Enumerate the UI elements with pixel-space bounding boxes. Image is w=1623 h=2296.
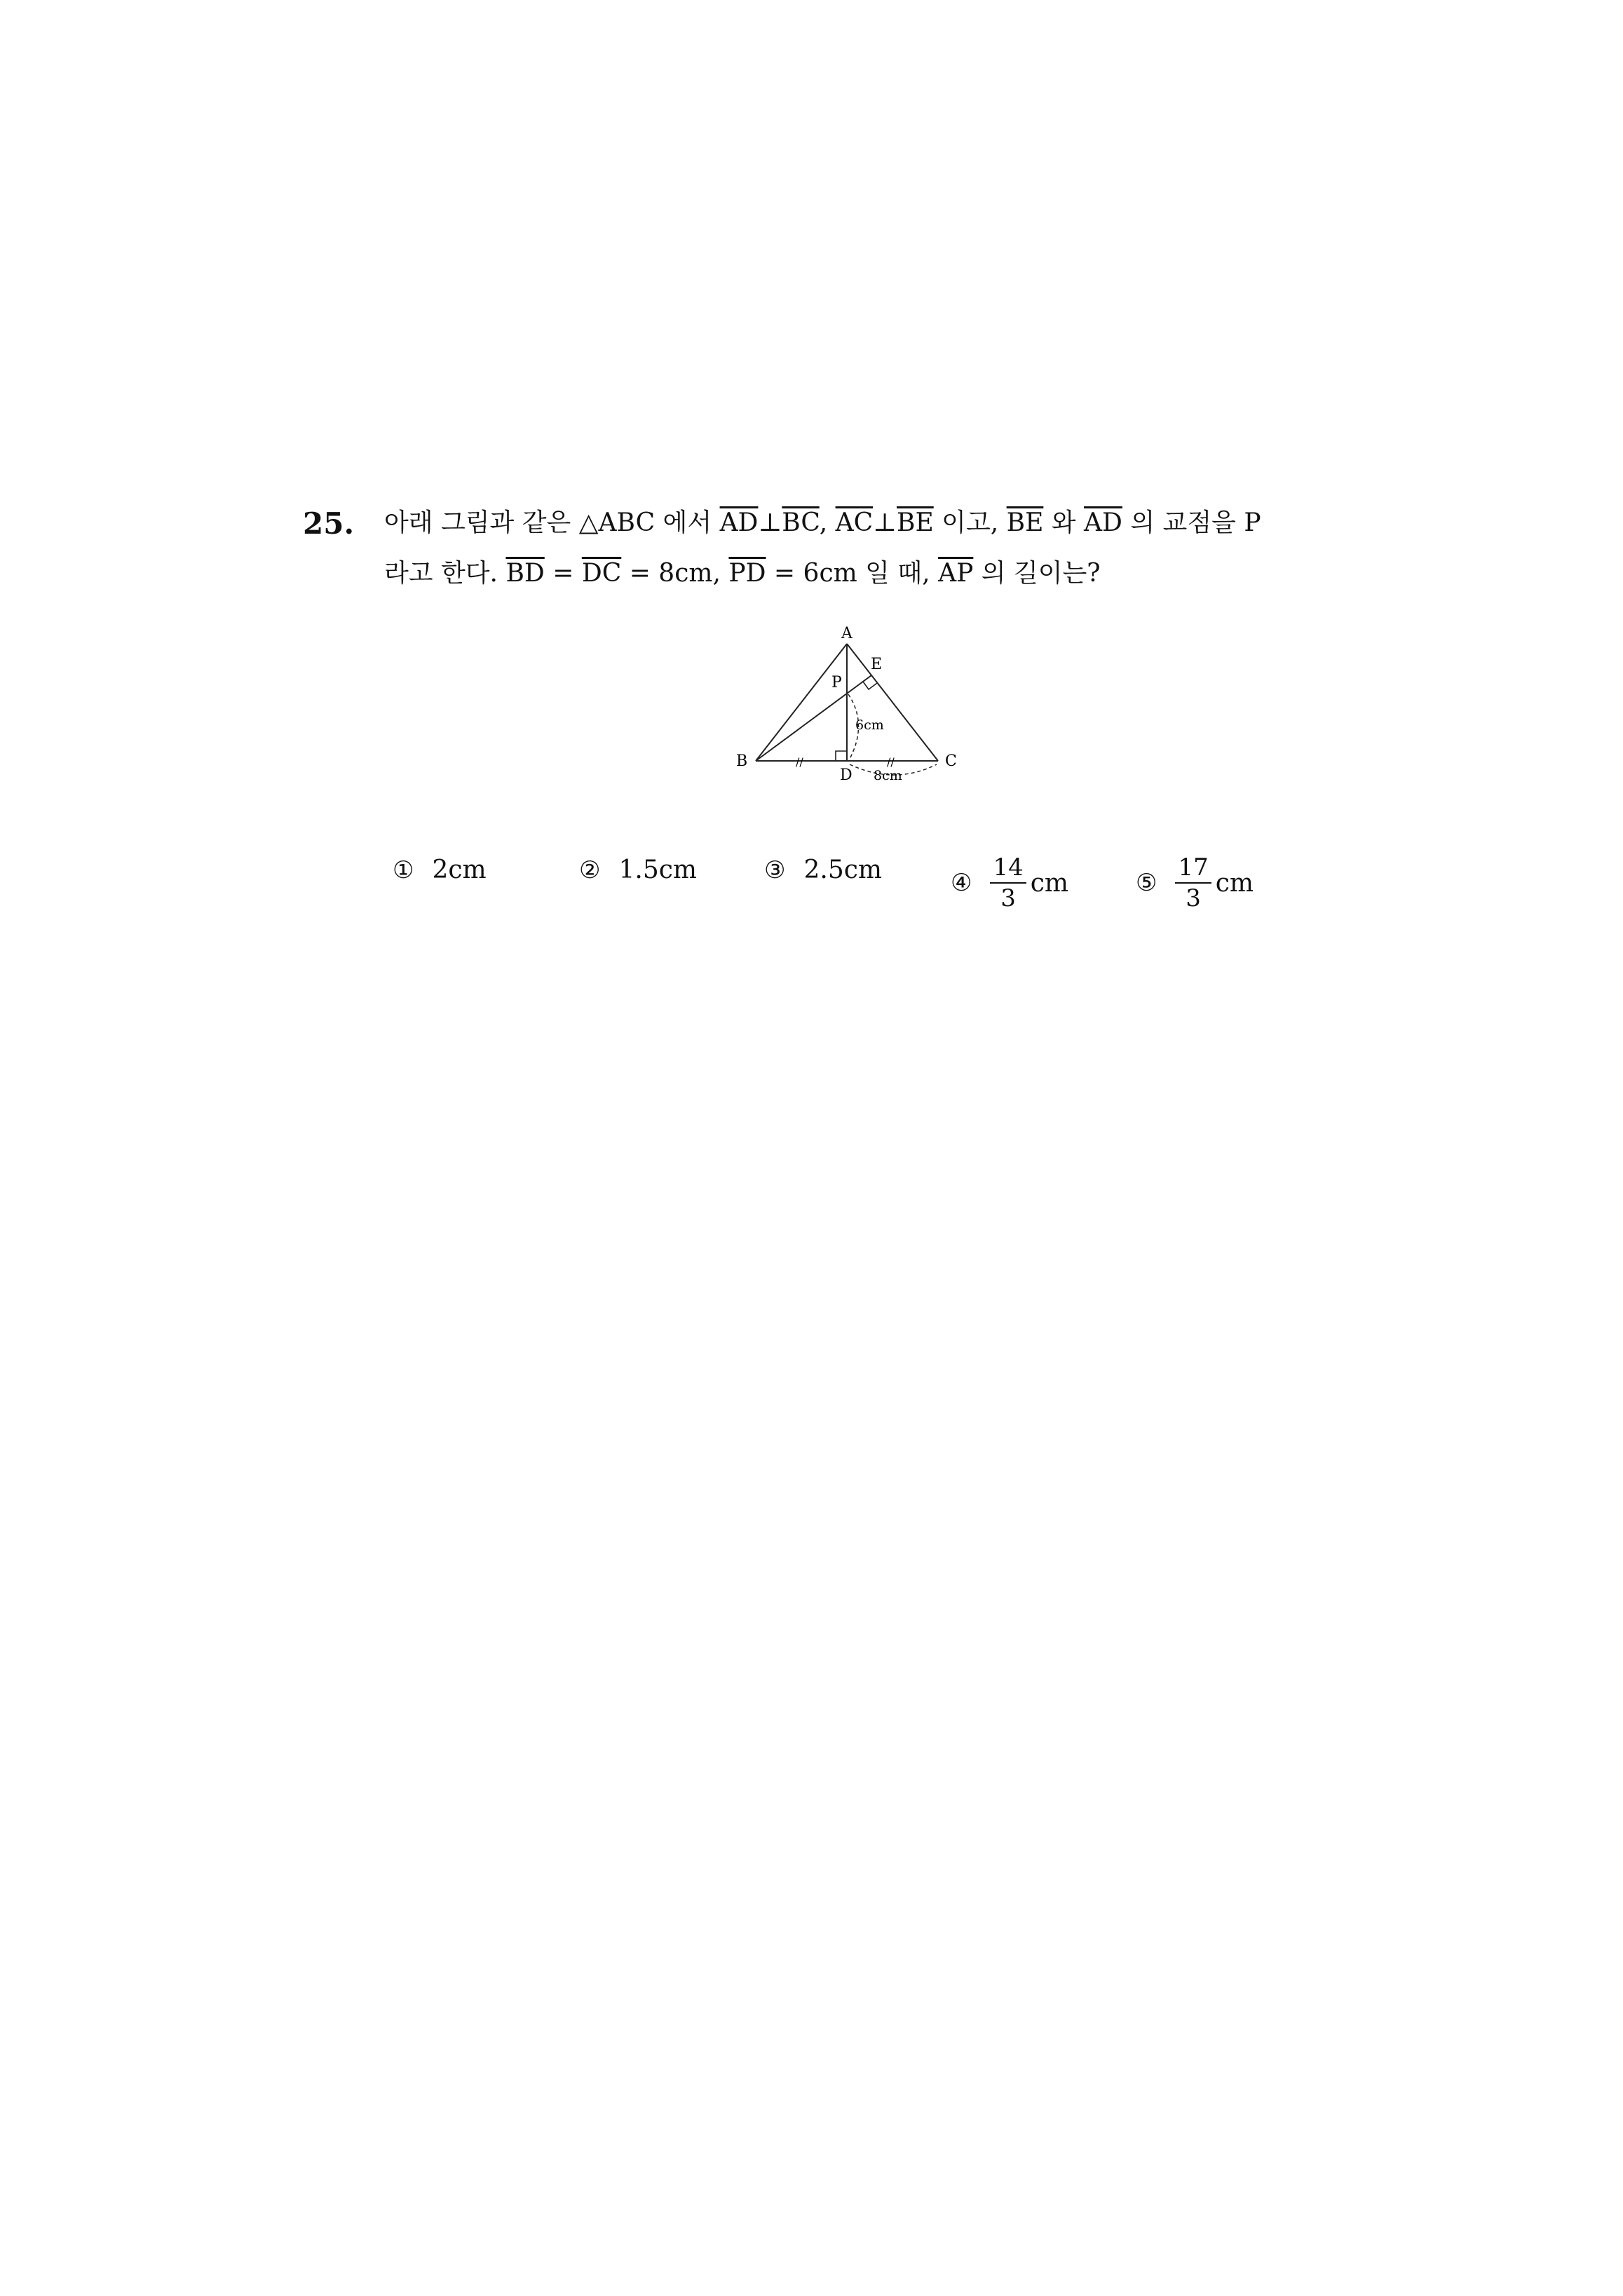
problem-line-1 — [384, 508, 1261, 537]
label-b: B — [736, 752, 748, 770]
tick-dc: // — [887, 755, 895, 769]
problem-number: 25. — [303, 506, 355, 541]
choice-text: 2cm — [432, 856, 487, 884]
problem-line-2 — [384, 561, 1101, 586]
segment-ac: $\overline{AC}$ — [835, 508, 874, 537]
choice-mark: ③ — [764, 856, 786, 884]
text-seg: 라고 한다. — [384, 559, 506, 588]
text-seg: 아래 그림과 같은 △ABC 에서 — [384, 508, 720, 537]
choice-text: 2.5cm — [803, 856, 883, 884]
segment-bc: $\overline{BC}$ — [782, 508, 820, 537]
perp-symbol: ⊥ — [873, 508, 897, 537]
segment-be: $\overline{BE}$ — [1006, 508, 1044, 537]
label-d: D — [840, 767, 853, 784]
text-seg: 의 길이는? — [973, 559, 1101, 588]
choice-4[interactable] — [951, 853, 1069, 912]
text-seg: , — [819, 508, 836, 537]
right-angle-d — [836, 751, 847, 761]
text-seg: = 8cm, — [621, 559, 729, 588]
triangle-figure — [729, 617, 982, 802]
choice-mark: ⑤ — [1136, 869, 1157, 897]
choice-5[interactable] — [1136, 853, 1254, 912]
choice-unit: cm — [1215, 868, 1254, 898]
side-ab — [756, 644, 847, 761]
label-a: A — [841, 625, 853, 642]
segment-ad: $\overline{AD}$ — [719, 508, 759, 537]
perp-symbol: ⊥ — [758, 508, 782, 537]
segment-bd: $\overline{BD}$ — [505, 559, 545, 588]
fraction-denominator: 3 — [1000, 884, 1016, 912]
choice-text: 1.5cm — [618, 856, 698, 884]
segment-dc: $\overline{DC}$ — [581, 559, 622, 588]
right-angle-e — [863, 682, 877, 689]
label-pd-length: 6cm — [855, 717, 884, 733]
choice-2[interactable] — [579, 856, 697, 884]
text-seg: 이고, — [933, 508, 1007, 537]
text-seg: = 6cm 일 때, — [766, 559, 939, 588]
choice-mark: ④ — [951, 869, 972, 897]
choice-mark: ① — [393, 856, 414, 884]
triangle-svg — [729, 617, 982, 799]
text-seg: = — [544, 559, 582, 588]
choice-fraction — [1175, 853, 1211, 912]
segment-ap: $\overline{AP}$ — [938, 559, 974, 588]
label-dc-length: 8cm — [874, 768, 902, 783]
fraction-numerator: 17 — [1175, 856, 1211, 884]
label-c: C — [945, 752, 957, 770]
choice-1[interactable] — [393, 856, 487, 884]
segment-ad: $\overline{AD}$ — [1084, 508, 1122, 537]
segment-be: $\overline{BE}$ — [896, 508, 934, 537]
choice-3[interactable] — [764, 856, 882, 884]
fraction-denominator: 3 — [1186, 884, 1201, 912]
choice-fraction — [990, 853, 1026, 912]
choice-mark: ② — [579, 856, 601, 884]
fraction-numerator: 14 — [990, 856, 1026, 884]
text-seg: 와 — [1043, 508, 1085, 537]
segment-pd: $\overline{PD}$ — [728, 559, 766, 588]
side-ac — [847, 644, 938, 761]
segment-be-line — [756, 675, 871, 761]
choice-unit: cm — [1030, 868, 1069, 898]
label-e: E — [871, 656, 883, 673]
label-p: P — [831, 674, 842, 691]
text-seg: 의 교점을 P — [1122, 508, 1261, 537]
tick-bd: // — [796, 755, 803, 769]
